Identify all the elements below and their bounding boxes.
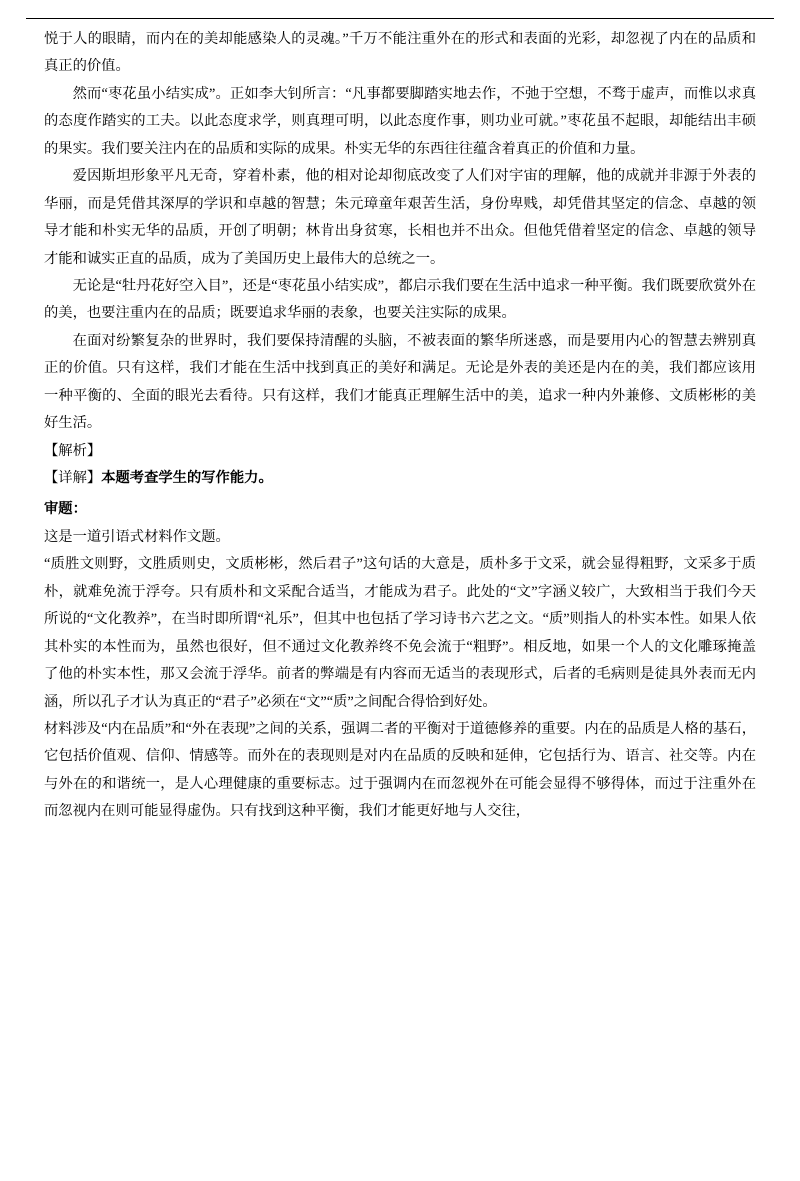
analysis-paragraph-material: 材料涉及“内在品质”和“外在表现”之间的关系，强调二者的平衡对于道德修养的重要。内在的品质是人格的基石，它包括价值观、信仰、情感等。而外在的表现则是对内在品质的反映和延伸，它包括行为、语言、社交等。内在与外在的和谐统一，是人心理健康的重要标志。过于强调内在而忽视外在可能会显得不够得体，而过于注重外在而忽视内在则可能显得虚伪。只有找到这种平衡，我们才能更好地与人交往， [44,720,756,820]
paragraph-opening: 悦于人的眼睛，而内在的美却能感染人的灵魂。”千万不能注重外在的形式和表面的光彩，却忽视了内在的品质和真正的价值。 [44,31,756,75]
document-body [44,26,756,826]
paragraph-balance: 无论是“牡丹花好空入目”，还是“枣花虽小结实成”，都启示我们要在生活中追求一种平衡。我们既要欣赏外在的美，也要注重内在的品质；既要追求华丽的表象，也要关注实际的成果。 [44,277,756,322]
analysis-marker: 【解析】 [44,442,102,459]
detail-text: 本题考查学生的写作能力。 [101,470,273,486]
page-top-rule [26,18,774,19]
analysis-paragraph-quote: “质胜文则野，文胜质则史，文质彬彬，然后君子”这句话的大意是，质朴多于文采，就会显得粗野，文采多于质朴，就难免流于浮夸。只有质朴和文采配合适当，才能成为君子。此处的“文”字涵义较广，大致相当于我们今天所说的“文化教养”，在当时即所谓“礼乐”，但其中也包括了学习诗书六艺之文。“质”则指人的朴实本性。如果人依其朴实的本性而为，虽然也很好，但不通过文化教养终不免会流于“粗野”。相反地，如果一个人的文化雕琢掩盖了他的朴实本性，那又会流于浮华。前者的弊端是有内容而无适当的表现形式，后者的毛病则是徒具外表而无内涵，所以孔子才认为真正的“君子”必须在“文”“质”之间配合得恰到好处。 [44,556,756,710]
paragraph-zaohua: 然而“枣花虽小结实成”。正如李大钊所言：“凡事都要脚踏实地去作，不弛于空想，不骛于虚声，而惟以求真的态度作踏实的工夫。以此态度求学，则真理可明，以此态度作事，则功业可就。”枣花虽不起眼，却能结出丰硕的果实。我们要关注内在的品质和实际的成果。朴实无华的东西往往蕴含着真正的价值和力量。 [44,85,756,157]
analysis-paragraph-type: 这是一道引语式材料作文题。 [44,528,230,545]
detail-label: 【详解】 [44,470,102,486]
paragraph-examples: 爱因斯坦形象平凡无奇，穿着朴素，他的相对论却彻底改变了人们对宇宙的理解，他的成就并非源于外表的华丽，而是凭借其深厚的学识和卓越的智慧；朱元璋童年艰苦生活，身份卑贱，却凭借其坚定的信念、卓越的领导才能和朴实无华的品质，开创了明朝；林肯出身贫寒，长相也并不出众。但他凭借着坚定的信念、卓越的领导才能和诚实正直的品质，成为了美国历史上最伟大的总统之一。 [44,168,756,267]
detail-line [44,465,756,492]
section-title-shenti: 审题： [44,501,87,518]
paragraph-conclusion: 在面对纷繁复杂的世界时，我们要保持清醒的头脑，不被表面的繁华所迷惑，而是要用内心的智慧去辨别真正的价值。只有这样，我们才能在生活中找到真正的美好和满足。无论是外表的美还是内在的美，我们都应该用一种平衡的、全面的眼光去看待。只有这样，我们才能真正理解生活中的美，追求一种内外兼修、文质彬彬的美好生活。 [44,332,756,432]
